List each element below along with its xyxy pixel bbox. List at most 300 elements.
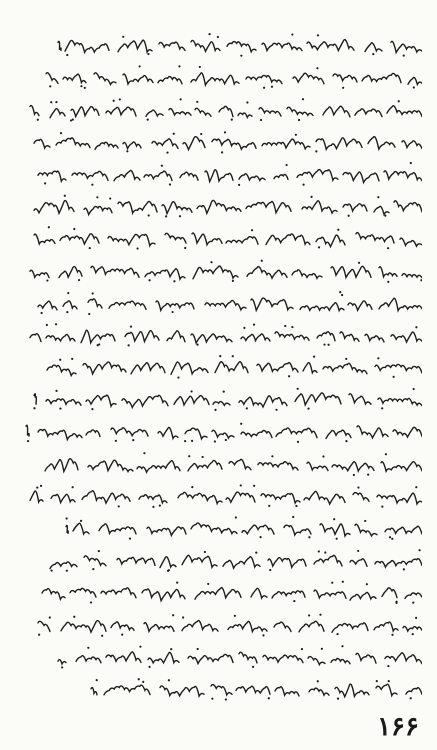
- ink-dot: [80, 85, 82, 87]
- ink-word: [241, 334, 270, 341]
- ink-word: [86, 430, 100, 437]
- ink-word: [246, 76, 282, 84]
- ink-dot: [173, 132, 175, 134]
- ink-word: [76, 655, 101, 662]
- ink-dot: [166, 151, 168, 153]
- ink-word: [343, 172, 379, 182]
- ink-word: [275, 332, 309, 340]
- ink-dot: [263, 87, 265, 89]
- ink-word: [38, 301, 57, 310]
- ink-word: [71, 106, 99, 116]
- ink-word: [331, 266, 371, 277]
- ink-dot: [271, 86, 273, 88]
- ink-word: [377, 493, 422, 504]
- ink-word: [402, 140, 422, 148]
- handwritten-line: [18, 573, 422, 605]
- ink-dot: [410, 162, 412, 164]
- handwriting-strokes: [18, 221, 422, 251]
- ink-dot: [207, 583, 209, 585]
- ink-word: [106, 652, 141, 662]
- ink-word: [331, 658, 350, 663]
- ink-dot: [172, 614, 174, 616]
- ink-word: [314, 556, 342, 567]
- ink-word: [238, 113, 252, 117]
- ink-word: [147, 527, 186, 536]
- ink-dot: [147, 53, 149, 55]
- ink-word: [38, 171, 66, 181]
- ink-dot: [87, 646, 89, 648]
- ink-dot: [84, 87, 86, 89]
- ink-word: [302, 201, 337, 213]
- ink-dot: [184, 440, 186, 442]
- ink-dot: [341, 645, 343, 647]
- ink-word: [182, 620, 218, 631]
- handwriting-strokes: [18, 28, 422, 58]
- ink-dot: [169, 183, 171, 185]
- ink-word: [263, 655, 303, 663]
- ink-word: [160, 557, 176, 568]
- ink-word: [307, 462, 328, 470]
- ink-word: [188, 460, 222, 470]
- ink-dot: [202, 455, 204, 457]
- ink-word: [125, 330, 159, 341]
- ink-dot: [204, 551, 206, 553]
- ink-word: [158, 77, 182, 84]
- ink-word: [350, 593, 376, 601]
- ink-dot: [41, 312, 43, 314]
- ink-dot: [200, 133, 202, 135]
- handwriting-strokes: [18, 254, 422, 284]
- ink-word: [332, 461, 374, 470]
- ink-dot: [91, 184, 93, 186]
- ink-dot: [321, 647, 323, 649]
- ink-word: [111, 621, 134, 630]
- ink-word: [63, 300, 77, 308]
- ink-word: [197, 200, 241, 213]
- ink-word: [167, 331, 185, 342]
- ink-dot: [231, 118, 233, 120]
- ink-word: [356, 233, 394, 243]
- ink-dot: [70, 119, 72, 121]
- ink-dot: [180, 98, 182, 100]
- handwriting-strokes: [18, 350, 422, 380]
- ink-dot: [147, 118, 149, 120]
- ink-dot: [284, 325, 286, 327]
- ink-word: [188, 654, 233, 663]
- ink-word: [88, 299, 102, 308]
- ink-dot: [275, 409, 277, 411]
- ink-dot: [262, 634, 264, 636]
- ink-dot: [119, 98, 121, 100]
- ink-dot: [268, 505, 270, 507]
- handwritten-line: [18, 123, 422, 155]
- ink-dot: [176, 582, 178, 584]
- ink-word: [406, 688, 422, 695]
- ink-word: [239, 396, 287, 407]
- handwritten-line: [18, 155, 422, 187]
- ink-word: [148, 652, 179, 662]
- ink-word: [332, 622, 368, 631]
- ink-dot: [171, 311, 173, 313]
- ink-dot: [27, 440, 29, 442]
- ink-dot: [38, 633, 40, 635]
- ink-dot: [148, 214, 150, 216]
- ink-word: [156, 301, 194, 310]
- ink-word: [258, 461, 298, 469]
- handwriting-strokes: [18, 608, 422, 638]
- ink-dot: [224, 131, 226, 133]
- ink-word: [191, 523, 237, 534]
- ink-word: [385, 526, 422, 534]
- handwritten-line: [18, 670, 422, 702]
- handwriting-strokes: [18, 125, 422, 155]
- ink-dot: [161, 165, 163, 167]
- ink-word: [26, 426, 29, 437]
- ink-word: [178, 492, 222, 503]
- ink-dot: [412, 633, 414, 635]
- handwritten-line: [18, 284, 422, 316]
- ink-dot: [234, 614, 236, 616]
- ink-word: [61, 620, 106, 632]
- ink-dot: [308, 536, 310, 538]
- ink-dot: [348, 215, 350, 217]
- ink-dot: [188, 455, 190, 457]
- ink-dot: [101, 634, 103, 636]
- ink-word: [45, 458, 78, 471]
- ink-word: [307, 40, 354, 51]
- ink-dot: [260, 118, 262, 120]
- ink-word: [174, 396, 209, 405]
- ink-dot: [91, 408, 93, 410]
- ink-word: [316, 235, 345, 247]
- ink-dot: [167, 570, 169, 572]
- ink-dot: [210, 261, 212, 263]
- ink-word: [236, 686, 270, 694]
- handwritten-line: [18, 638, 422, 670]
- ink-dot: [196, 100, 198, 102]
- ink-dot: [221, 151, 223, 153]
- ink-word: [118, 40, 152, 52]
- ink-dot: [253, 323, 255, 325]
- ink-dot: [261, 259, 263, 261]
- ink-word: [393, 428, 422, 438]
- ink-dot: [97, 344, 99, 346]
- ink-dot: [295, 133, 297, 135]
- handwriting-strokes: [18, 672, 422, 702]
- ink-word: [63, 74, 86, 83]
- ink-dot: [96, 196, 98, 198]
- ink-dot: [232, 355, 234, 357]
- ink-dot: [73, 615, 75, 617]
- ink-word: [193, 266, 238, 279]
- page-number: ۱۶۶: [377, 712, 419, 742]
- ink-word: [30, 105, 39, 115]
- ink-dot: [302, 183, 304, 185]
- ink-dot: [295, 505, 297, 507]
- ink-dot: [109, 198, 111, 200]
- ink-dot: [139, 66, 141, 68]
- ink-dot: [178, 66, 180, 68]
- ink-dot: [130, 325, 132, 327]
- ink-dot: [418, 549, 420, 551]
- ink-dot: [315, 150, 317, 152]
- ink-word: [65, 41, 109, 53]
- ink-word: [108, 235, 155, 246]
- ink-word: [316, 138, 362, 150]
- ink-dot: [387, 665, 389, 667]
- ink-dot: [292, 516, 294, 518]
- ink-word: [257, 363, 298, 373]
- ink-word: [297, 170, 338, 181]
- ink-word: [70, 589, 96, 598]
- ink-dot: [313, 356, 315, 358]
- ink-word: [356, 653, 376, 663]
- ink-word: [38, 430, 82, 440]
- ink-dot: [223, 391, 225, 393]
- handwriting-strokes: [18, 543, 422, 573]
- ink-word: [368, 136, 395, 149]
- ink-dot: [319, 613, 321, 615]
- ink-word: [402, 273, 422, 277]
- ink-dot: [211, 698, 213, 700]
- ink-dot: [388, 680, 390, 682]
- ink-word: [145, 268, 185, 278]
- ink-dot: [387, 280, 389, 282]
- ink-dot: [92, 568, 94, 570]
- ink-dot: [367, 473, 369, 475]
- ink-dot: [252, 666, 254, 668]
- ink-dot: [96, 679, 98, 681]
- handwritten-line: [18, 541, 422, 573]
- ink-word: [158, 428, 178, 439]
- ink-word: [226, 492, 255, 502]
- handwritten-line: [18, 380, 422, 412]
- ink-word: [171, 362, 208, 374]
- ink-word: [47, 365, 76, 375]
- ink-word: [34, 394, 36, 404]
- ink-word: [182, 556, 217, 568]
- ink-dot: [345, 440, 347, 442]
- ink-word: [379, 298, 422, 310]
- ink-dot: [49, 616, 51, 618]
- ink-dot: [138, 678, 140, 680]
- ink-dot: [90, 602, 92, 604]
- ink-dot: [316, 67, 318, 69]
- ink-word: [349, 394, 371, 404]
- ink-word: [162, 202, 192, 214]
- ink-word: [382, 588, 397, 598]
- ink-dot: [136, 248, 138, 250]
- ink-dot: [50, 101, 52, 103]
- ink-word: [34, 234, 55, 244]
- ink-dot: [413, 388, 415, 390]
- ink-dot: [44, 182, 46, 184]
- ink-word: [84, 207, 112, 215]
- ink-word: [261, 493, 300, 503]
- ink-word: [340, 332, 359, 341]
- handwritten-line: [18, 219, 422, 251]
- ink-dot: [345, 358, 347, 360]
- handwritten-line: [18, 348, 422, 380]
- ink-dot: [139, 645, 141, 647]
- ink-dot: [240, 423, 242, 425]
- ink-dot: [36, 486, 38, 488]
- ink-word: [84, 556, 106, 566]
- ink-dot: [71, 358, 73, 360]
- ink-dot: [59, 408, 61, 410]
- ink-word: [374, 621, 398, 630]
- ink-dot: [240, 484, 242, 486]
- ink-word: [30, 270, 49, 277]
- ink-word: [60, 234, 99, 244]
- ink-word: [262, 139, 310, 149]
- ink-word: [365, 43, 382, 52]
- ink-dot: [412, 602, 414, 604]
- ink-dot: [353, 473, 355, 475]
- ink-word: [365, 334, 384, 342]
- ink-word: [46, 334, 75, 341]
- ink-dot: [148, 279, 150, 281]
- ink-dot: [387, 247, 389, 249]
- ink-dot: [66, 54, 68, 56]
- ink-word: [106, 107, 136, 116]
- ink-dot: [40, 485, 42, 487]
- ink-word: [223, 557, 260, 569]
- ink-word: [91, 687, 97, 694]
- handwriting-strokes: [18, 640, 422, 670]
- ink-word: [375, 364, 422, 373]
- ink-word: [34, 201, 74, 214]
- ink-dot: [184, 247, 186, 249]
- ink-dot: [89, 247, 91, 249]
- ink-word: [144, 622, 174, 631]
- handwriting-strokes: [18, 189, 422, 219]
- ink-word: [185, 429, 207, 440]
- ink-word: [348, 301, 372, 310]
- ink-word: [211, 684, 232, 694]
- ink-dot: [132, 439, 134, 441]
- ink-word: [86, 395, 116, 406]
- ink-word: [131, 363, 165, 374]
- ink-dot: [357, 486, 359, 488]
- ink-word: [391, 332, 422, 342]
- ink-word: [73, 523, 89, 534]
- ink-dot: [391, 633, 393, 635]
- ink-word: [241, 431, 272, 438]
- ink-dot: [98, 550, 100, 552]
- ink-dot: [78, 278, 80, 280]
- ink-word: [343, 204, 367, 211]
- ink-dot: [307, 408, 309, 410]
- ink-dot: [142, 681, 144, 683]
- ink-word: [117, 558, 155, 566]
- ink-dot: [214, 441, 216, 443]
- ink-dot: [398, 100, 400, 102]
- ink-dot: [113, 99, 115, 101]
- ink-dot: [302, 98, 304, 100]
- ink-dot: [225, 439, 227, 441]
- handwriting-strokes: [18, 511, 422, 541]
- ink-word: [314, 590, 346, 598]
- ink-dot: [197, 648, 199, 650]
- ink-word: [159, 42, 185, 50]
- ink-word: [46, 399, 81, 405]
- ink-word: [374, 206, 389, 214]
- handwriting-strokes: [18, 157, 422, 187]
- ink-dot: [384, 215, 386, 217]
- ink-word: [34, 139, 50, 148]
- ink-word: [375, 559, 422, 568]
- ink-dot: [214, 409, 216, 411]
- handwriting-strokes: [18, 382, 422, 412]
- ink-dot: [191, 486, 193, 488]
- ink-dot: [339, 291, 341, 293]
- ink-dot: [191, 440, 193, 442]
- ink-dot: [66, 570, 68, 572]
- ink-word: [400, 238, 422, 246]
- ink-dot: [318, 551, 320, 553]
- ink-word: [104, 685, 150, 695]
- ink-dot: [323, 343, 325, 345]
- ink-word: [242, 525, 274, 534]
- handwriting-strokes: [18, 286, 422, 316]
- ink-dot: [410, 697, 412, 699]
- ink-word: [59, 266, 82, 277]
- ink-dot: [48, 226, 50, 228]
- ink-dot: [317, 34, 319, 36]
- ink-dot: [364, 520, 366, 522]
- ink-word: [292, 269, 322, 278]
- ink-word: [101, 588, 136, 598]
- ink-word: [304, 491, 345, 504]
- ink-dot: [46, 324, 48, 326]
- ink-dot: [336, 633, 338, 635]
- handwritten-line: [18, 316, 422, 348]
- ink-dot: [324, 552, 326, 554]
- handwriting-strokes: [18, 575, 422, 605]
- ink-word: [195, 588, 241, 600]
- ink-dot: [403, 568, 405, 570]
- handwritten-line: [18, 26, 422, 58]
- handwritten-line: [18, 509, 422, 541]
- ink-word: [88, 460, 133, 471]
- ink-word: [191, 41, 220, 52]
- ink-dot: [64, 195, 66, 197]
- ink-dot: [381, 407, 383, 409]
- ink-word: [137, 460, 180, 472]
- ink-dot: [253, 485, 255, 487]
- ink-word: [387, 105, 422, 116]
- ink-dot: [327, 344, 329, 346]
- ink-dot: [73, 228, 75, 230]
- ink-dot: [177, 377, 179, 379]
- ink-word: [376, 684, 397, 695]
- ink-word: [123, 74, 153, 84]
- ink-dot: [288, 375, 290, 377]
- handwritten-line: [18, 90, 422, 122]
- ink-word: [99, 524, 136, 534]
- ink-dot: [121, 633, 123, 635]
- ink-dot: [159, 504, 161, 506]
- ink-word: [51, 494, 75, 502]
- ink-dot: [92, 292, 94, 294]
- ink-dot: [72, 486, 74, 488]
- ink-word: [226, 237, 258, 244]
- ink-dot: [336, 538, 338, 540]
- ink-word: [191, 334, 232, 343]
- ink-dot: [291, 34, 293, 36]
- ink-word: [144, 171, 172, 181]
